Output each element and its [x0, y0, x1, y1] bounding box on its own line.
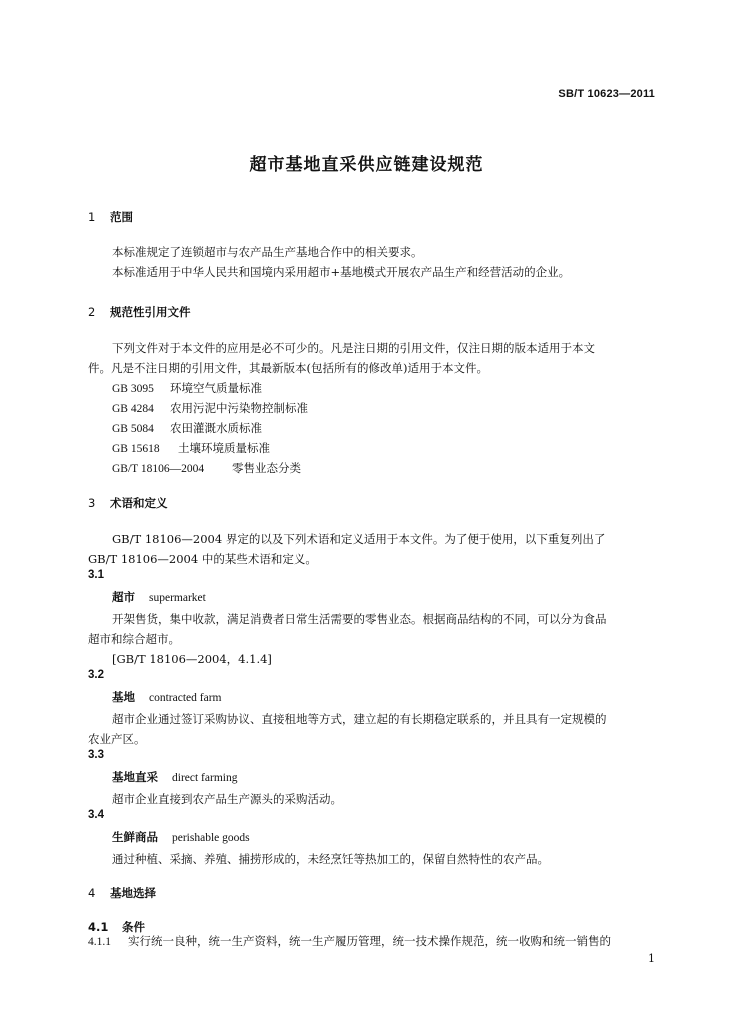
section-number: 2	[88, 305, 96, 319]
reference-item	[112, 378, 262, 399]
definition-line: 开架售货，集中收款，满足消费者日常生活需要的零售业态。根据商品结构的不同，可以分为食品	[112, 612, 607, 626]
term-title	[112, 689, 221, 705]
term-english: perishable goods	[172, 832, 250, 844]
reference-item	[112, 458, 301, 479]
term-chinese: 基地直采	[112, 770, 158, 784]
reference-item	[112, 398, 308, 419]
document-code: SB/T 10623—2011	[558, 88, 655, 100]
reference-code: GB/T 18106—2004	[112, 463, 205, 475]
page-number: 1	[648, 952, 655, 965]
section-number: 1	[88, 210, 96, 224]
term-source: [GB/T 18106—2004，4.1.4]	[112, 652, 272, 666]
document-title: 超市基地直采供应链建设规范	[249, 155, 484, 175]
reference-title: 农用污泥中污染物控制标准	[170, 401, 308, 415]
term-english: direct farming	[172, 772, 238, 784]
reference-code: GB 5084	[112, 423, 154, 435]
term-chinese: 基地	[112, 690, 135, 704]
reference-code: GB 3095	[112, 383, 154, 395]
term-title	[112, 769, 237, 785]
term-number: 3.2	[88, 669, 104, 681]
term-number: 3.1	[88, 569, 104, 581]
reference-item	[112, 418, 262, 439]
definition-line: 超市和综合超市。	[88, 632, 180, 646]
section-number: 3	[88, 496, 96, 510]
reference-title: 环境空气质量标准	[170, 381, 262, 395]
section-3-heading	[88, 495, 168, 511]
reference-title: 零售业态分类	[232, 461, 301, 475]
subsection-number: 4.1	[88, 920, 109, 934]
clause-text: 实行统一良种，统一生产资料，统一生产履历管理，统一技术操作规范，统一收购和统一销售的	[128, 934, 611, 948]
term-title	[112, 829, 250, 845]
term-chinese: 生鲜商品	[112, 830, 158, 844]
term-title	[112, 589, 206, 605]
term-chinese: 超市	[112, 590, 135, 604]
section-title: 范围	[110, 210, 133, 224]
definition-line: 通过种植、采摘、养殖、捕捞形成的，未经烹饪等热加工的，保留自然特性的农产品。	[112, 852, 549, 866]
paragraph-line: 本标准适用于中华人民共和国境内采用超市+基地模式开展农产品生产和经营活动的企业。	[112, 265, 571, 279]
section-1-heading	[88, 209, 133, 225]
section-title: 术语和定义	[110, 496, 168, 510]
term-number: 3.4	[88, 809, 104, 821]
definition-line: 超市企业直接到农产品生产源头的采购活动。	[112, 792, 342, 806]
reference-code: GB 15618	[112, 443, 160, 455]
reference-title: 农田灌溉水质标准	[170, 421, 262, 435]
section-2-heading	[88, 304, 191, 320]
paragraph-line: GB/T 18106—2004 中的某些术语和定义。	[88, 552, 317, 566]
reference-title: 土壤环境质量标准	[178, 441, 270, 455]
term-english: contracted farm	[149, 692, 222, 704]
section-number: 4	[88, 886, 96, 900]
clause-number: 4.1.1	[88, 936, 111, 948]
definition-line: 超市企业通过签订采购协议、直接租地等方式，建立起的有长期稳定联系的，并且具有一定规模的	[112, 712, 607, 726]
paragraph-line: 下列文件对于本文件的应用是必不可少的。凡是注日期的引用文件，仅注日期的版本适用于本文	[112, 341, 595, 355]
subsection-title: 条件	[122, 920, 145, 934]
section-title: 规范性引用文件	[110, 305, 191, 319]
reference-item	[112, 438, 270, 459]
section-4-heading	[88, 885, 156, 901]
section-title: 基地选择	[110, 886, 156, 900]
paragraph-line: 件。凡是不注日期的引用文件，其最新版本(包括所有的修改单)适用于本文件。	[88, 361, 488, 375]
reference-code: GB 4284	[112, 403, 154, 415]
clause-line	[88, 931, 611, 952]
paragraph-line: 本标准规定了连锁超市与农产品生产基地合作中的相关要求。	[112, 245, 423, 259]
definition-line: 农业产区。	[88, 732, 146, 746]
term-english: supermarket	[149, 592, 206, 604]
paragraph-line: GB/T 18106—2004 界定的以及下列术语和定义适用于本文件。为了便于使用，以下重复列出了	[112, 532, 606, 546]
term-number: 3.3	[88, 749, 104, 761]
